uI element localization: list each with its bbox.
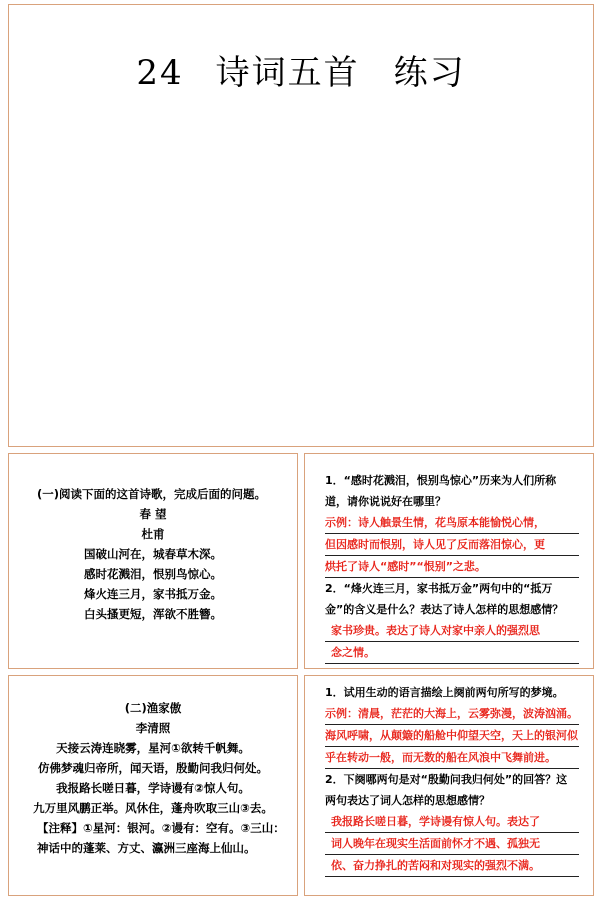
poem-line: 仿佛梦魂归帝所，闻天语，殷勤问我归何处。: [38, 761, 268, 775]
questions-slide-1: [304, 453, 594, 669]
annotation-note: 神话中的蓬莱、方丈、瀛洲三座海上仙山。: [37, 841, 256, 855]
poem-author: 杜甫: [141, 527, 165, 541]
reading-instruction: (一)阅读下面的这首诗歌，完成后面的问题。: [37, 487, 267, 501]
question-text: 2．“烽火连三月，家书抵万金”两句中的“抵万: [325, 582, 553, 595]
poem-line: 感时花溅泪，恨别鸟惊心。: [84, 567, 222, 581]
page-title: [9, 45, 593, 94]
answer-line: 依、奋力挣扎的苦闷和对现实的强烈不满。: [325, 855, 579, 877]
question-text: 金”的含义是什么？表达了诗人怎样的思想感情？: [325, 603, 564, 616]
question-text: 两句表达了词人怎样的思想感情？: [325, 794, 490, 807]
title-slide: [8, 4, 594, 447]
question-text: 2．下阕哪两句是对“殷勤问我归何处”的回答？这: [325, 773, 568, 786]
lesson-title: 诗词五首: [215, 53, 360, 93]
poem-line: 国破山河在，城春草木深。: [84, 547, 222, 561]
poem-line: 烽火连三月，家书抵万金。: [84, 587, 222, 601]
answer-line: 烘托了诗人“感时”“恨别”之悲。: [325, 556, 579, 578]
poem-title: 春 望: [139, 507, 167, 521]
lesson-subtitle: 练习: [393, 53, 466, 93]
poem-block: [9, 484, 297, 624]
answer-line: 词人晚年在现实生活面前怀才不遇、孤独无: [325, 833, 579, 855]
question-text: 道，请你说说好在哪里？: [325, 495, 446, 508]
answer-line: 示例：清晨，茫茫的大海上，云雾弥漫，波涛汹涌。: [325, 703, 579, 725]
answer-line: 我报路长嗟日暮，学诗谩有惊人句。表达了: [325, 811, 579, 833]
poem-line: 九万里风鹏正举。风休住，蓬舟吹取三山③去。: [33, 801, 273, 815]
poem-line: 天接云涛连晓雾，星河①欲转千帆舞。: [56, 741, 250, 755]
annotation-note: 【注释】①星河：银河。②谩有：空有。③三山：: [37, 821, 285, 835]
answer-line: 家书珍贵。表达了诗人对家中亲人的强烈思: [325, 620, 579, 642]
poem-line: 白头搔更短，浑欲不胜簪。: [84, 607, 222, 621]
poem-title: (二)渔家傲: [124, 701, 182, 715]
poem-line: 我报路长嗟日暮，学诗谩有②惊人句。: [56, 781, 250, 795]
poem-slide-yujiaao: [8, 675, 298, 896]
answer-line: 海风呼啸，从颠簸的船舱中仰望天空，天上的银河似: [325, 725, 579, 747]
answer-line: 但因感时而恨别，诗人见了反而落泪惊心，更: [325, 534, 579, 556]
poem-author: 李清照: [135, 721, 171, 735]
lesson-number: 24: [136, 53, 184, 93]
poem-slide-chunwang: [8, 453, 298, 669]
answer-line: 念之情。: [325, 642, 579, 664]
qa-block: [325, 470, 579, 664]
poem-block: [9, 698, 297, 858]
question-text: 1．试用生动的语言描绘上阕前两句所写的梦境。: [325, 686, 564, 699]
answer-line: 乎在转动一般，而无数的船在风浪中飞舞前进。: [325, 747, 579, 769]
questions-slide-2: [304, 675, 594, 896]
qa-block: [325, 682, 579, 877]
question-text: 1．“感时花溅泪，恨别鸟惊心”历来为人们所称: [325, 474, 557, 487]
answer-line: 示例：诗人触景生情，花鸟原本能愉悦心情，: [325, 512, 579, 534]
